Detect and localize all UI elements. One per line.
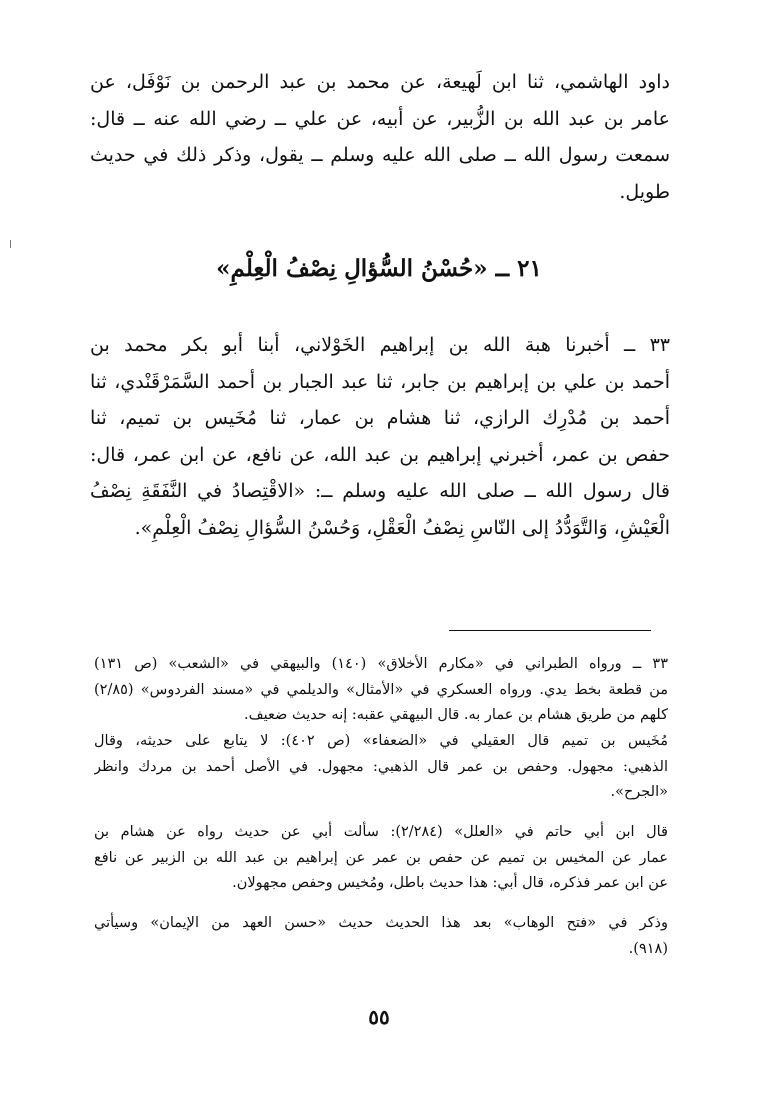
text-line: حفص بن عمر، أخبرني إبراهيم بن عبد الله، عن نافع، عن ابن عمر، قال: — [90, 443, 670, 466]
text-line: طويل. — [619, 180, 670, 203]
footnote-1 — [94, 652, 668, 729]
footnote-3 — [94, 820, 668, 897]
page-number: ٥٥ — [368, 1005, 390, 1029]
text-line: قال رسول الله ــ صلى الله عليه وسلم ــ: «الاقْتِصادُ في النَّفَقَةِ نِصْفُ — [90, 480, 670, 502]
footnote-4 — [94, 911, 668, 962]
footnote-separator — [449, 630, 651, 631]
footnote-line: قال ابن أبي حاتم في «العلل» (٢/٢٨٤): سألت أبي عن حديث رواه عن هشام بن — [94, 824, 668, 840]
text-line: أحمد بن علي بن إبراهيم بن جابر، ثنا عبد الجبار بن أحمد السَّمَرْقَنْدي، ثنا — [90, 370, 670, 393]
footnote-line: كلهم من طريق هشام بن عمار به. قال البيهقي عقبه: إنه حديث ضعيف. — [244, 707, 668, 723]
text-line: داود الهاشمي، ثنا ابن لَهيعة، عن محمد بن عبد الرحمن بن نَوْفَل، عن — [90, 71, 670, 93]
text-line: ٣٣ ــ أخبرنا هبة الله بن إبراهيم الخَوْلاني، أبنا أبو بكر محمد بن — [90, 334, 670, 356]
hadith-paragraph — [90, 327, 670, 546]
text-line: عامر بن عبد الله بن الزُّبير، عن أبيه، عن علي ــ رضي الله عنه ــ قال: — [90, 107, 670, 130]
margin-mark — [10, 240, 11, 248]
footnote-line: مُخَيس بن تميم قال العقيلي في «الضعفاء» (ص ٤٠٢): لا يتابع على حديثه، وقال — [94, 733, 668, 749]
footnote-2 — [94, 729, 668, 806]
text-line: الْعَيْشِ، وَالتَّوَدُّدُ إلى النّاسِ نِصْفُ الْعَقْلِ، وَحُسْنُ السُّؤالِ نِصْفُ الْعِلْمِ». — [134, 516, 670, 539]
footnote-line: «الجرح». — [610, 784, 668, 800]
footnote-line: من قطعة بخط يدي. ورواه العسكري في «الأمثال» والديلمي في «مسند الفردوس» (٢/٨٥) — [94, 681, 668, 698]
top-paragraph — [90, 64, 670, 210]
footnote-line: (٩١٨). — [628, 940, 668, 957]
footnote-line: عن ابن عمر فذكره، قال أبي: هذا حديث باطل، ومُخيس وحفص مجهولان. — [232, 875, 668, 891]
footnote-line: الذهبي: مجهول. وحفص بن عمر قال الذهبي: مجهول. في الأصل أحمد بن مردك وانظر — [94, 758, 668, 775]
footnote-line: عمار عن المخيس بن تميم عن حفص بن عمر عن إبراهيم بن عبد الله بن الزبير عن نافع — [94, 849, 668, 866]
footnote-line: وذكر في «فتح الوهاب» بعد هذا الحديث حديث «حسن العهد من الإيمان» وسيأتي — [94, 915, 668, 931]
text-line: أحمد بن مُدْرِك الرازي، ثنا هشام بن عمار، ثنا مُخَيس بن تميم، ثنا — [90, 407, 670, 429]
footnote-line: ٣٣ ــ ورواه الطبراني في «مكارم الأخلاق» (١٤٠) والبيهقي في «الشعب» (ص ١٣١) — [94, 656, 668, 672]
section-heading: ٢١ ــ «حُسْنُ السُّؤالِ نِصْفُ الْعِلْمِ» — [216, 255, 542, 282]
text-line: سمعت رسول الله ــ صلى الله عليه وسلم ــ يقول، وذكر ذلك في حديث — [90, 144, 670, 166]
